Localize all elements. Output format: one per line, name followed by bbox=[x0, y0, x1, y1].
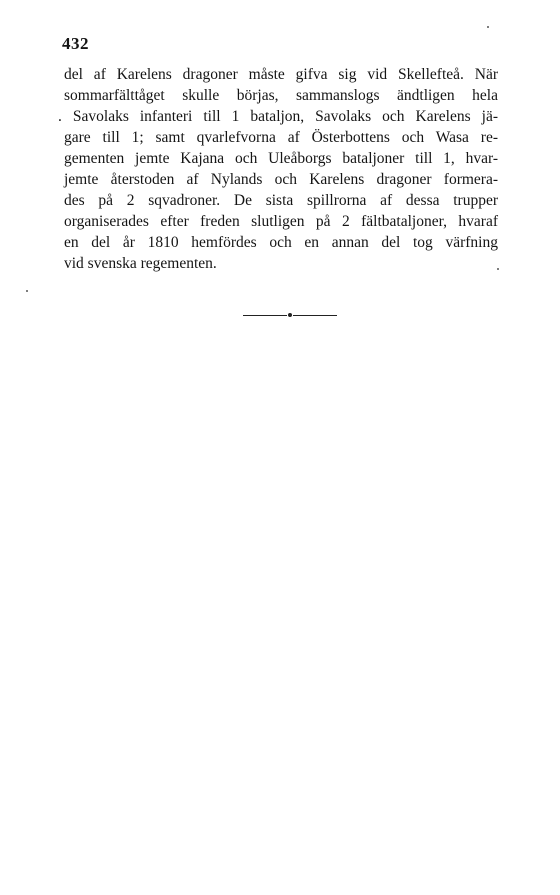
text-line-5: gementen jemte Kajana och Uleåborgs bataljoner till 1, hvar- bbox=[64, 150, 498, 167]
paper-speck bbox=[497, 268, 499, 270]
text-line-4: gare till 1; samt qvarlefvorna af Österbottens och Wasa re- bbox=[64, 129, 498, 146]
divider-rule-left bbox=[243, 315, 287, 316]
divider-dot bbox=[288, 313, 292, 317]
text-line-6: jemte återstoden af Nylands och Karelens dragoner formera- bbox=[64, 171, 498, 188]
page-number: 432 bbox=[62, 34, 89, 53]
text-line-8: organiserades efter freden slutligen på 2 fältbataljoner, hvaraf bbox=[64, 213, 498, 230]
text-line-3: . Savolaks infanteri till 1 bataljon, Savolaks och Karelens jä- bbox=[58, 108, 498, 125]
text-line-10: vid svenska regementen. bbox=[64, 255, 217, 272]
paper-speck bbox=[487, 26, 489, 28]
section-divider bbox=[243, 313, 337, 319]
body-paragraph bbox=[58, 64, 498, 274]
text-line-9: en del år 1810 hemfördes och en annan del tog värfning bbox=[64, 234, 498, 251]
divider-rule-right bbox=[293, 315, 337, 316]
text-line-1: del af Karelens dragoner måste gifva sig vid Skellefteå. När bbox=[64, 66, 498, 83]
text-line-7: des på 2 sqvadroner. De sista spillrorna af dessa trupper bbox=[64, 192, 498, 209]
text-line-2: sommarfälttåget skulle börjas, sammanslogs ändtligen hela bbox=[64, 87, 498, 104]
paper-speck bbox=[26, 290, 28, 292]
